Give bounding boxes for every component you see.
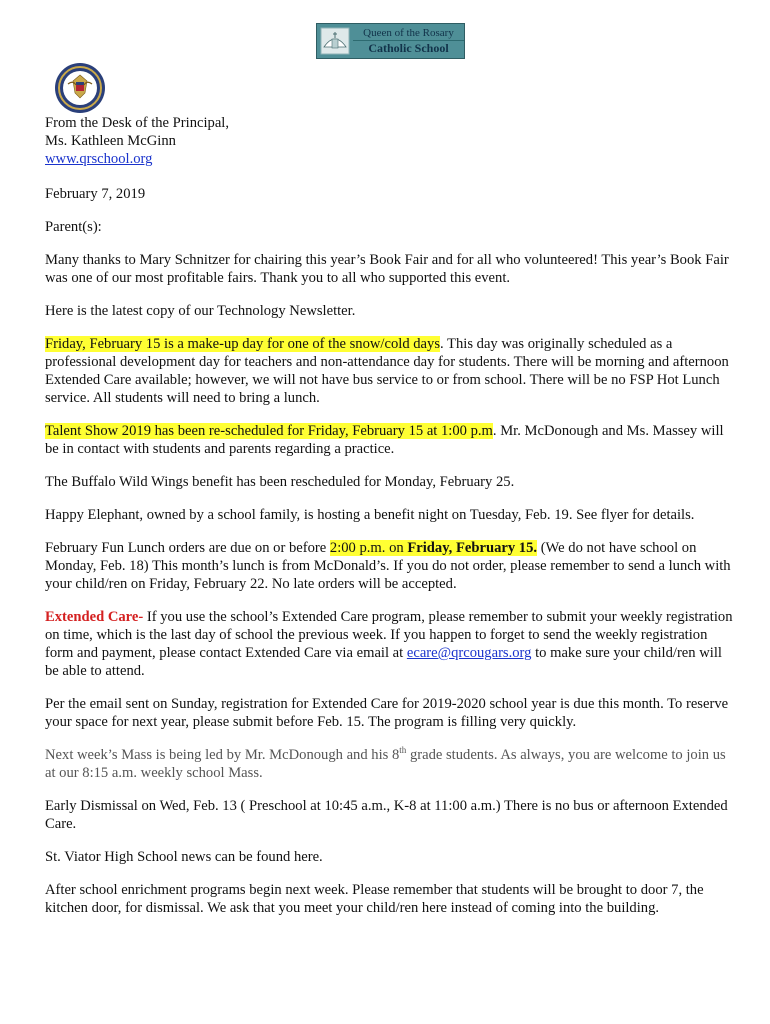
letter-body	[45, 114, 735, 932]
extended-care-text: If you use the school’s Extended Care program, please remember to submit your weekly registration on time, which is the last day of school the previous week. If you happen to forget to send the weekly registration form and payment, please contact Extended Care via email at	[45, 609, 733, 661]
logo-line-1: Queen of the Rosary	[353, 27, 464, 41]
paragraph-st-viator: St. Viator High School news can be found here.	[45, 849, 323, 865]
paragraph-extended-care	[45, 608, 735, 680]
makeup-day-details: . This day was originally scheduled as a professional development day for teachers and non-attendance day for students. There will be morning and afternoon Extended Care available; however, we will not have bus service to or from school. There will be no FSP Hot Lunch service. All students will need to bring a lunch.	[45, 336, 729, 406]
paragraph-talent-show	[45, 422, 735, 458]
highlight-fun-lunch-time: 2:00 p.m. on	[329, 540, 408, 556]
mass-text-before: Next week’s Mass is being led by Mr. McDonough and his 8	[45, 747, 400, 763]
highlight-talent-show: Talent Show 2019 has been re-scheduled for Friday, February 15 at 1:00 p.m	[45, 423, 493, 439]
highlight-makeup-day: Friday, February 15 is a make-up day for one of the snow/cold days	[45, 336, 441, 352]
school-logo	[316, 23, 465, 59]
paragraph-early-dismissal: Early Dismissal on Wed, Feb. 13 ( Preschool at 10:45 a.m., K-8 at 11:00 a.m.) There is no bus or afternoon Extended Care.	[45, 798, 728, 832]
highlight-fun-lunch-date: Friday, February 15.	[407, 540, 538, 556]
fun-lunch-details: (We do not have school on Monday, Feb. 18) This month’s lunch is from McDonald’s. If you do not order, please remember to send a lunch with your child/ren on Friday, February 22. No late orders will be accepted.	[45, 540, 731, 592]
paragraph-buffalo-wild-wings: The Buffalo Wild Wings benefit has been rescheduled for Monday, February 25.	[45, 474, 515, 490]
school-website-link[interactable]: www.qrschool.org	[45, 151, 153, 167]
paragraph-registration: Per the email sent on Sunday, registration for Extended Care for 2019-2020 school year is due this month. To reserve your space for next year, please submit before Feb. 15. The program is filling very quickly.	[45, 696, 729, 730]
paragraph-newsletter: Here is the latest copy of our Technology Newsletter.	[45, 303, 356, 319]
letter-header	[45, 114, 735, 168]
paragraph-mass	[45, 746, 735, 782]
logo-line-2: Catholic School	[368, 40, 449, 55]
extended-care-label: Extended Care-	[45, 609, 144, 625]
letter-date: February 7, 2019	[45, 186, 146, 202]
fun-lunch-lead: February Fun Lunch orders are due on or before	[45, 540, 330, 556]
from-line: From the Desk of the Principal,	[45, 115, 230, 131]
seal-icon	[54, 62, 106, 114]
paragraph-book-fair: Many thanks to Mary Schnitzer for chairing this year’s Book Fair and for all who volunteered! This year’s Book Fair was one of our most profitable fairs. Thank you to all who supported this event.	[45, 252, 729, 286]
mass-text-after: grade students. As always, you are welcome to join us at our 8:15 a.m. weekly school Mass.	[45, 747, 726, 781]
mass-ordinal-suffix: th	[399, 745, 407, 756]
paragraph-makeup-day	[45, 335, 735, 407]
paragraph-fun-lunch	[45, 539, 735, 593]
talent-show-details: . Mr. McDonough and Ms. Massey will be in contact with students and parents regarding a practice.	[45, 423, 724, 457]
school-emblem-icon	[317, 24, 353, 58]
paragraph-happy-elephant: Happy Elephant, owned by a school family, is hosting a benefit night on Tuesday, Feb. 19. See flyer for details.	[45, 507, 695, 523]
paragraph-enrichment: After school enrichment programs begin next week. Please remember that students will be brought to door 7, the kitchen door, for dismissal. We ask that you meet your child/ren here instead of coming into the building.	[45, 882, 704, 916]
extended-care-email-link[interactable]: ecare@qrcougars.org	[406, 645, 532, 661]
salutation: Parent(s):	[45, 219, 102, 235]
principal-name: Ms. Kathleen McGinn	[45, 133, 176, 149]
extended-care-tail: to make sure your child/ren will be able to attend.	[45, 645, 722, 679]
